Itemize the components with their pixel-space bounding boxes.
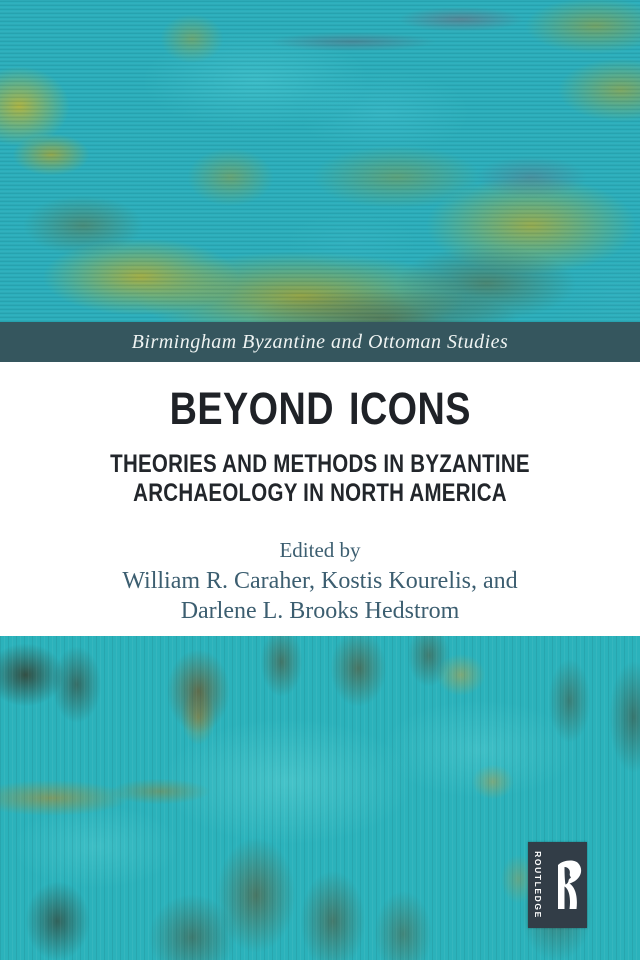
routledge-logo [528, 842, 587, 928]
subtitle-line-2: ARCHAEOLOGY IN NORTH AMERICA [133, 479, 507, 507]
editors-line-2: Darlene L. Brooks Hedstrom [180, 598, 460, 624]
subtitle-line-1: THEORIES AND METHODS IN BYZANTINE [110, 450, 530, 478]
editors-line-1: William R. Caraher, Kostis Kourelis, and [122, 568, 518, 594]
routledge-wordmark: ROUTLEDGE [533, 851, 543, 919]
book-title: BEYOND ICONS [169, 383, 471, 434]
title-block [0, 362, 640, 636]
editor-names [0, 566, 640, 626]
routledge-r-icon [553, 859, 583, 911]
book-subtitle [0, 450, 640, 508]
series-title: Birmingham Byzantine and Ottoman Studies [131, 330, 509, 353]
series-band [0, 322, 640, 362]
cover-art-top [0, 0, 640, 322]
edited-by-label: Edited by [279, 538, 361, 562]
